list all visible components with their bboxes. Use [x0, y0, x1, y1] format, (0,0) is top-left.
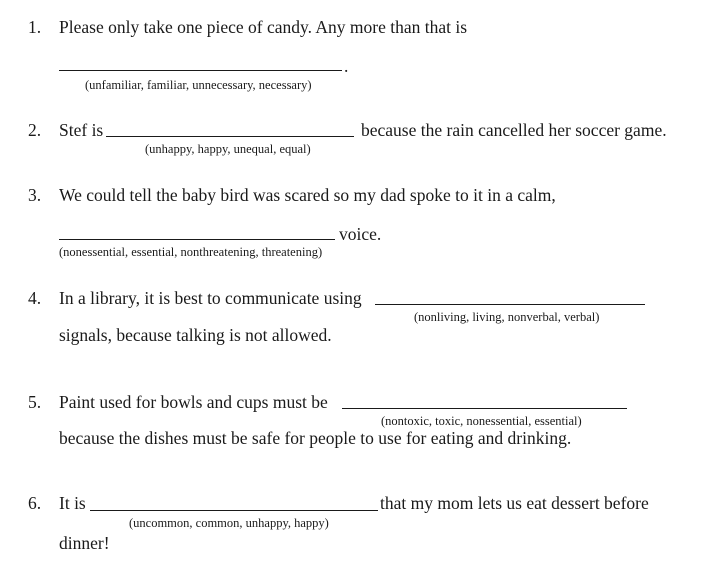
answer-choices: (uncommon, common, unhappy, happy) [129, 516, 329, 530]
question-number: 5. [28, 392, 42, 412]
question-text-before: Stef is [59, 120, 104, 140]
question-text: We could tell the baby bird was scared so my dad spoke to it in a calm, [59, 185, 556, 205]
question-number: 3. [28, 185, 42, 205]
answer-choices: (unfamiliar, familiar, unnecessary, necessary) [85, 78, 312, 92]
answer-choices: (nonessential, essential, nonthreatening, threatening) [59, 245, 323, 259]
question-number: 4. [28, 288, 42, 308]
sentence-end-period: . [344, 56, 349, 76]
question-text-continued: dinner! [59, 533, 110, 553]
question-number: 6. [28, 493, 42, 513]
question-text-before: Paint used for bowls and cups must be [59, 392, 328, 412]
question-text-continued: because the dishes must be safe for people to use for eating and drinking. [59, 428, 572, 448]
question-text-before: It is [59, 493, 86, 513]
answer-blank[interactable] [342, 408, 627, 409]
answer-blank[interactable] [90, 510, 378, 511]
answer-blank[interactable] [375, 304, 645, 305]
answer-blank[interactable] [59, 70, 342, 71]
question-text-before: In a library, it is best to communicate using [59, 288, 362, 308]
question-text-continued: signals, because talking is not allowed. [59, 325, 332, 345]
answer-choices: (unhappy, happy, unequal, equal) [145, 142, 311, 156]
answer-choices: (nontoxic, toxic, nonessential, essential) [381, 414, 582, 428]
answer-blank[interactable] [106, 136, 354, 137]
question-number: 1. [28, 17, 42, 37]
question-number: 2. [28, 120, 42, 140]
question-text-after: voice. [339, 224, 382, 244]
answer-blank[interactable] [59, 239, 335, 240]
answer-choices: (nonliving, living, nonverbal, verbal) [414, 310, 600, 324]
question-text-after: that my mom lets us eat dessert before [380, 493, 649, 513]
question-text-after: because the rain cancelled her soccer game. [361, 120, 667, 140]
question-text: Please only take one piece of candy. Any more than that is [59, 17, 468, 37]
